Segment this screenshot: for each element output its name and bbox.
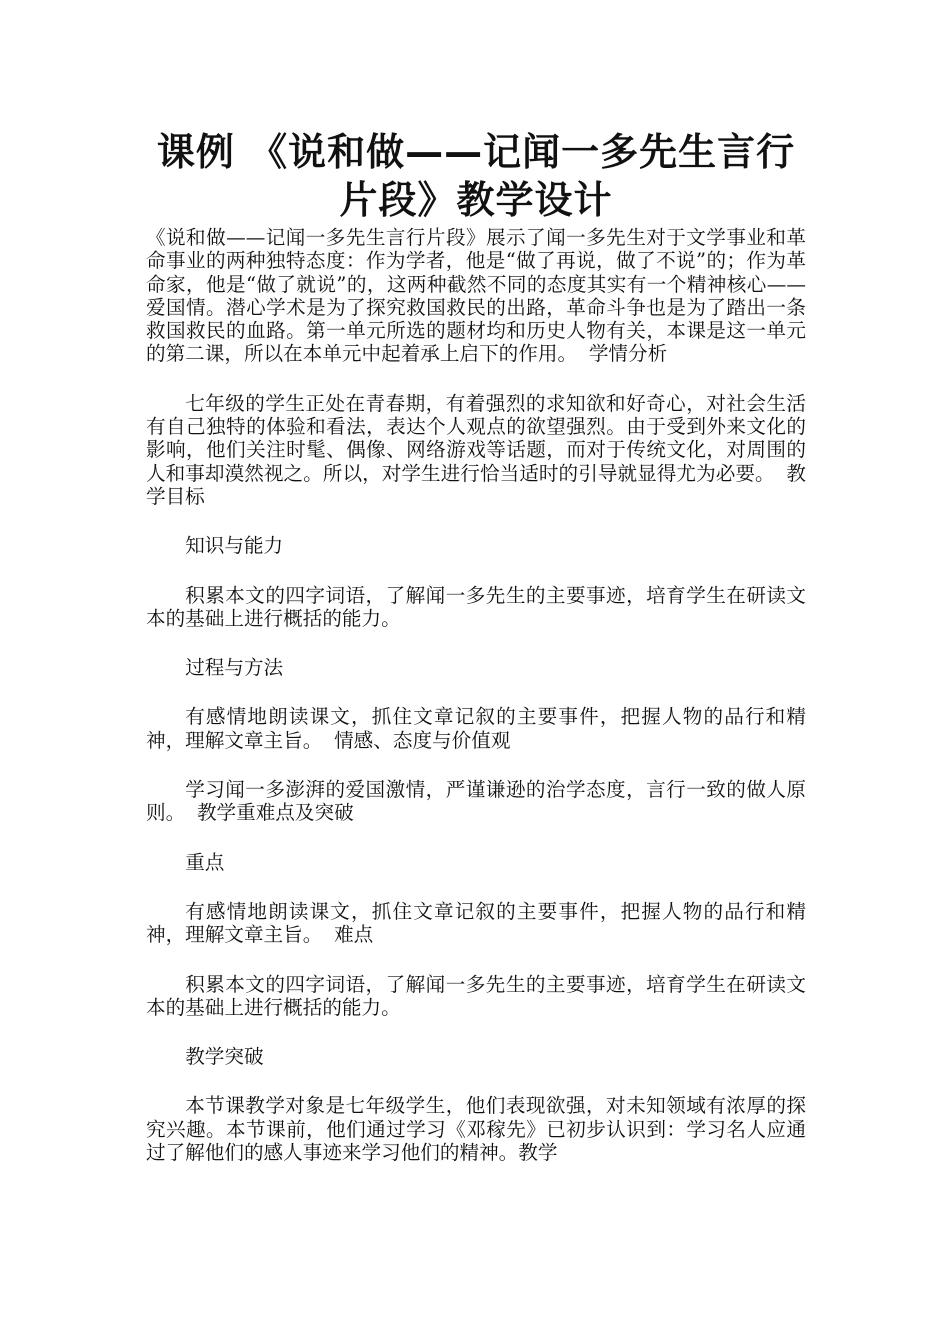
paragraph-text: 积累本文的四字词语，了解闻一多先生的主要事迹，培育学生在研读文本的基础上进行概括的能力。 [146,583,806,630]
section-heading-student-analysis: 学情分析 [588,342,668,366]
paragraph-text: 七年级的学生正处在青春期，有着强烈的求知欲和好奇心，对社会生活有自己独特的体验和看法，表达个人观点的欲望强烈。由于受到外来文化的影响，他们关注时髦、偶像、网络游戏等话题，而对于传统文化，对周围的人和事却漠然视之。所以，对学生进行恰当适时的引导就显得尤为必要。 [146,391,806,485]
section-heading-key-difficulties: 教学重难点及突破 [196,801,354,825]
document-title: 课例 《说和做——记闻一多先生言行片段》教学设计 [156,130,796,222]
paragraph-key-point [146,900,806,947]
paragraph-process-method [146,705,806,752]
paragraph-text: 有感情地朗读课文，抓住文章记叙的主要事件，把握人物的品行和精神，理解文章主旨。 [146,705,806,752]
paragraph-text: 本节课教学对象是七年级学生，他们表现欲强，对未知领域有浓厚的探究兴趣。本节课前，他们通过学习《邓稼先》已初步认识到：学习名人应通过了解他们的感人事迹来学习他们的精神。教学 [146,1094,806,1165]
subheading-key-point: 重点 [185,850,225,874]
paragraph-text: 《说和做——记闻一多先生言行片段》展示了闻一多先生对于文学事业和革命事业的两种独特态度：作为学者，他是“做了再说，做了不说”的；作为革命家，他是“做了就说”的，这两种截然不同的态度其实有一个精神核心——爱国情。潜心学术是为了探究救国救民的出路，革命斗争也是为了踏出一条救国救民的血路。第一单元所选的题材均和历史人物有关，本课是这一单元的第二课，所以在本单元中起着承上启下的作用。 [146,226,806,366]
paragraph-emotion-values [146,778,806,825]
paragraph-text: 学习闻一多澎湃的爱国激情，严谨谦逊的治学态度，言行一致的做人原则。 [146,778,806,825]
paragraph-text: 有感情地朗读课文，抓住文章记叙的主要事件，把握人物的品行和精神，理解文章主旨。 [146,899,806,947]
section-heading-teaching-goals: 教学目标 [146,461,806,508]
subheading-knowledge-ability: 知识与能力 [185,534,284,558]
document-page [146,128,806,1164]
paragraph-difficulty [146,973,806,1020]
paragraph-text: 积累本文的四字词语，了解闻一多先生的主要事迹，培育学生在研读文本的基础上进行概括的能力。 [146,972,806,1019]
subheading-teaching-breakthrough: 教学突破 [185,1045,264,1069]
paragraph-intro [146,226,806,366]
subheading-process-method: 过程与方法 [185,656,284,680]
paragraph-teaching-breakthrough [146,1094,806,1164]
paragraph-knowledge-ability [146,584,806,631]
section-heading-emotion-values: 情感、态度与价值观 [334,728,511,752]
paragraph-student-analysis [146,392,806,508]
section-heading-difficulty: 难点 [334,923,374,947]
